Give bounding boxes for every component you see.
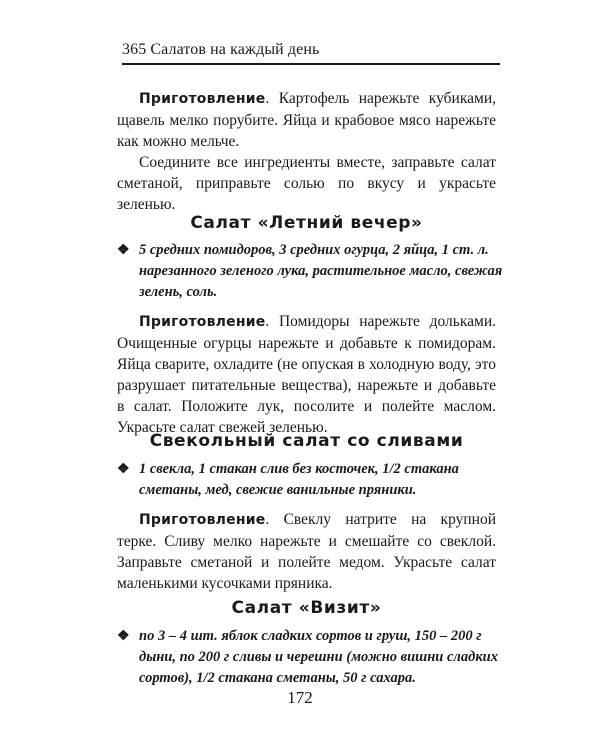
running-header: [122, 37, 500, 65]
ingredients-2: [117, 459, 518, 501]
four-petal-diamond-icon: ❖: [117, 462, 130, 477]
prep-label: Приготовление: [139, 512, 266, 528]
top-section: [117, 88, 496, 215]
ingredients-text: по 3 – 4 шт. яблок сладких сортов и груш, 150 – 200 г дыни, по 200 г сливы и черешни (можно вишни сладких сортов), 1/2 стакана сметаны, 50 г сахара.: [139, 628, 498, 686]
prep-text: . Картофель нарежьте кубиками, щавель мелко порубите. Яйца и крабовое мясо нарежьте как можно мельче.: [117, 90, 496, 150]
prep-label: Приготовление: [139, 314, 266, 330]
ingredients-3: [117, 626, 518, 689]
prep-paragraph-top: [117, 88, 496, 152]
prep-text: . Свеклу натрите на крупной терке. Сливу мелко нарежьте и смешайте со свеклой. Заправьте сметаной и полейте медом. Украсьте салат маленькими кусочками пряника.: [117, 511, 496, 592]
recipe-title-2: Свекольный салат со сливами: [149, 431, 464, 451]
ingredients-text: 1 свекла, 1 стакан слив без косточек, 1/2 стакана сметаны, мед, свежие ванильные пряники.: [139, 461, 459, 498]
prep-section-2: [117, 509, 496, 594]
four-petal-diamond-icon: ❖: [117, 629, 130, 644]
prep-paragraph: [117, 509, 496, 594]
ingredients-1: [117, 240, 518, 303]
ingredients-text: 5 средних помидоров, 3 средних огурца, 2 яйца, 1 ст. л. нарезанного зеленого лука, растительное масло, свежая зелень, соль.: [139, 242, 503, 300]
prep-text: . Помидоры нарежьте дольками. Очищенные огурцы нарежьте и добавьте к помидорам. Яйца сварите, охладите (не опуская в холодную воду, это разрушает питательные вещества), нарежьте и добавьте в салат. Положите лук, посолите и полейте маслом. Украсьте салат свежей зеленью.: [117, 313, 496, 436]
recipe-title-3: Салат «Визит»: [231, 598, 382, 618]
four-petal-diamond-icon: ❖: [117, 243, 130, 258]
header-title: 365 Салатов на каждый день: [122, 41, 320, 58]
paragraph-2: Соедините все ингредиенты вместе, заправьте салат сметаной, приправьте солью по вкусу и украсьте зеленью.: [117, 154, 496, 213]
page-number: 172: [287, 688, 313, 707]
prep-section-1: [117, 311, 496, 438]
prep-paragraph: [117, 311, 496, 438]
recipe-title-1: Салат «Летний вечер»: [190, 213, 423, 233]
prep-label: Приготовление: [139, 91, 266, 107]
